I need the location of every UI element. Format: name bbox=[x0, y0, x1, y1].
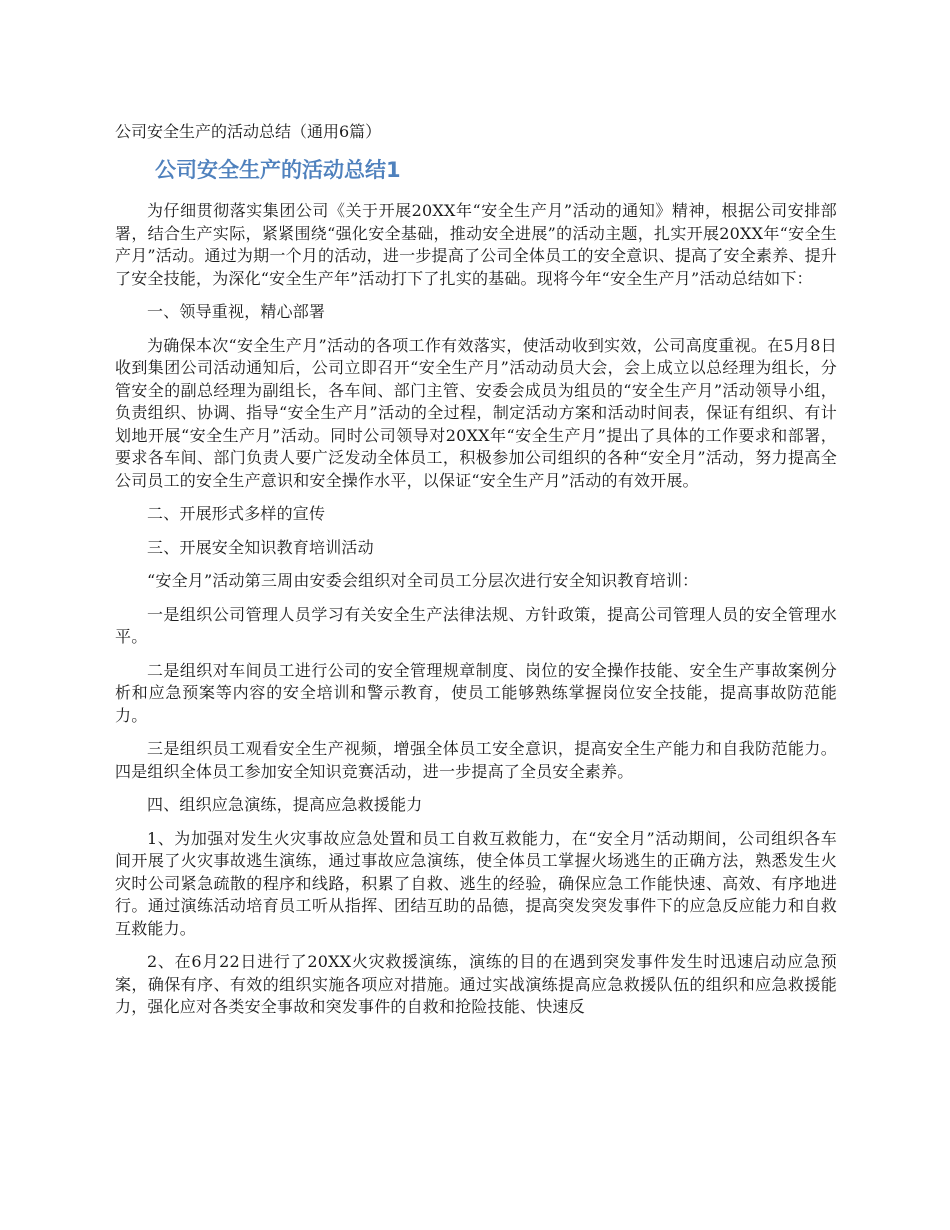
heading-drills: 四、组织应急演练，提高应急救援能力 bbox=[147, 795, 423, 814]
paragraph-drill-1: 1、为加强对发生火灾事故应急处置和员工自救互救能力，在“安全月”活动期间，公司组织各车间开展了火灾事故逃生演练，通过事故应急演练，使全体员工掌握火场逃生的正确方法，熟悉发生火灾时公司紧急疏散的程序和线路，积累了自救、逃生的经验，确保应急工作能快速、高效、有序地进行。通过演练活动培育员工听从指挥、团结互助的品德，提高突发突发事件下的应急反应能力和自救互救能力。 bbox=[115, 828, 837, 938]
paragraph-training-workers: 二是组织对车间员工进行公司的安全管理规章制度、岗位的安全操作技能、安全生产事故案例分析和应急预案等内容的安全培训和警示教育，使员工能够熟练掌握岗位安全技能，提高事故防范能力。 bbox=[115, 660, 837, 725]
document-title: 公司安全生产的活动总结（通用6篇） bbox=[115, 122, 382, 141]
paragraph-leadership: 为确保本次“安全生产月”活动的各项工作有效落实，使活动收到实效，公司高度重视。在5月8日收到集团公司活动通知后，公司立即召开“安全生产月”活动动员大会，会上成立以总经理为组长，分管安全的副总经理为副组长，各车间、部门主管、安委会成员为组员的“安全生产月”活动领导小组，负责组织、协调、指导“安全生产月”活动的全过程，制定活动方案和活动时间表，保证有组织、有计划地开展“安全生产月”活动。同时公司领导对20XX年“安全生产月”提出了具体的工作要求和部署，要求各车间、部门负责人要广泛发动全体员工，积极参加公司组织的各种“安全月”活动，努力提高全公司员工的安全生产意识和安全操作水平，以保证“安全生产月”活动的有效开展。 bbox=[115, 335, 837, 490]
section-heading: 公司安全生产的活动总结1 bbox=[155, 158, 401, 182]
paragraph-intro: 为仔细贯彻落实集团公司《关于开展20XX年“安全生产月”活动的通知》精神，根据公司安排部署，结合生产实际，紧紧围绕“强化安全基础，推动安全进展”的活动主题，扎实开展20XX年“安全生产月”活动。通过为期一个月的活动，进一步提高了公司全体员工的安全意识、提高了安全素养、提升了安全技能，为深化“安全生产年”活动打下了扎实的基础。现将今年“安全生产月”活动总结如下： bbox=[115, 201, 837, 288]
paragraph-training-managers: 一是组织公司管理人员学习有关安全生产法律法规、方针政策，提高公司管理人员的安全管理水平。 bbox=[115, 604, 837, 646]
heading-leadership: 一、领导重视，精心部署 bbox=[147, 302, 326, 321]
paragraph-drill-2: 2、在6月22日进行了20XX火灾救援演练，演练的目的在遇到突发事件发生时迅速启动应急预案，确保有序、有效的组织实施各项应对措施。通过实战演练提高应急救援队伍的组织和应急救援能力，强化应对各类安全事故和突发事件的自救和抢险技能、快速反 bbox=[115, 952, 837, 1016]
heading-publicity: 二、开展形式多样的宣传 bbox=[147, 504, 326, 523]
heading-training: 三、开展安全知识教育培训活动 bbox=[147, 537, 374, 557]
paragraph-training-video: 三是组织员工观看安全生产视频，增强全体员工安全意识，提高安全生产能力和自我防范能力。四是组织全体员工参加安全知识竞赛活动，进一步提高了全员安全素养。 bbox=[115, 739, 837, 781]
document-page bbox=[115, 118, 837, 1030]
paragraph-training-intro: “安全月”活动第三周由安委会组织对全司员工分层次进行安全知识教育培训： bbox=[147, 571, 699, 590]
